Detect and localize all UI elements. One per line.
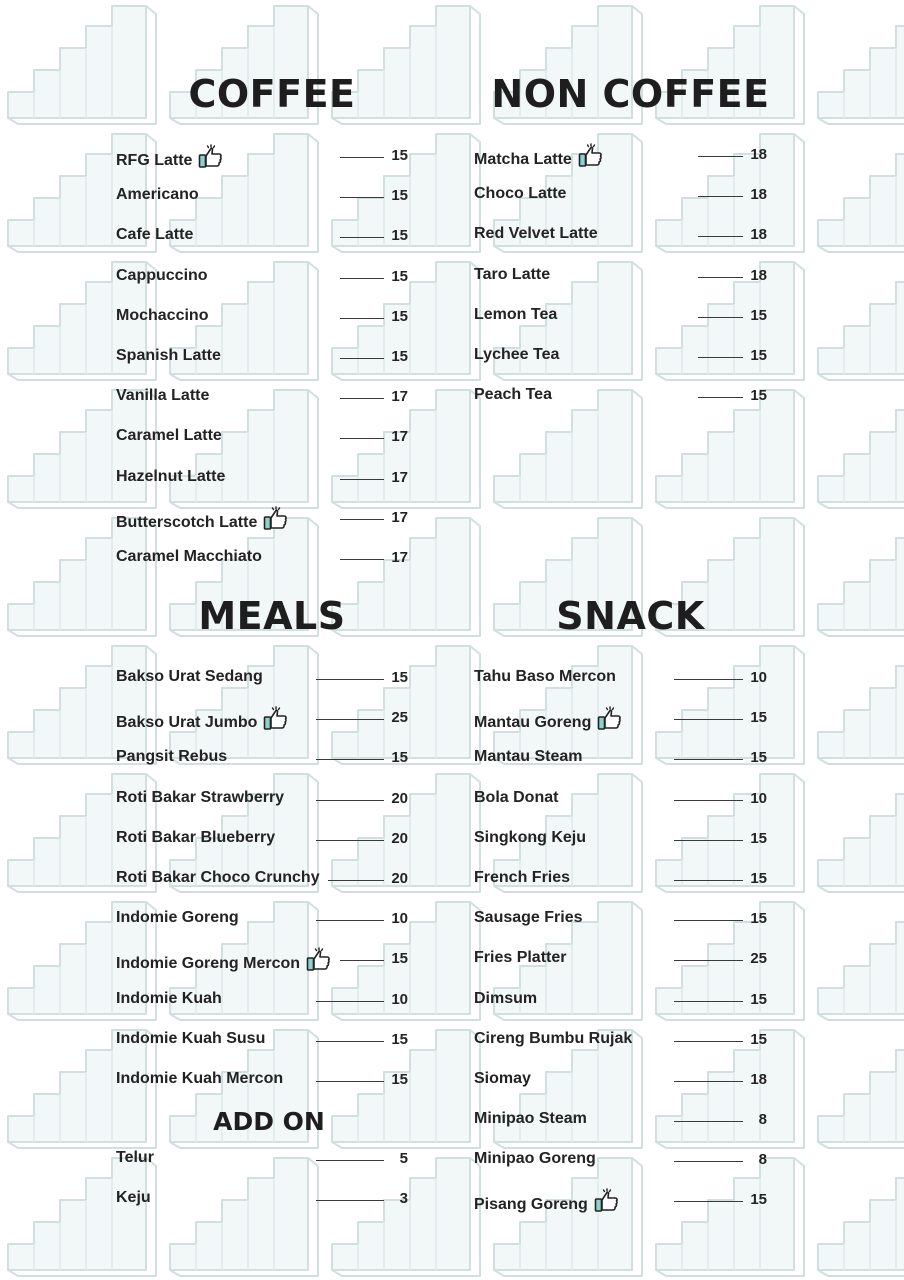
menu-item-price: 15 [391,1030,408,1048]
menu-item-indomie-kuah [116,988,408,1028]
menu-item-price: 10 [391,910,408,928]
menu-item-name: Indomie Goreng [116,909,239,927]
price-leader-line [316,719,384,720]
menu-item-name: Dimsum [474,989,538,1007]
section-title-coffee: COFFEE [188,72,356,116]
menu-item-taro-latte [474,264,767,304]
menu-item-cappuccino [116,265,408,305]
price-leader-line [698,236,743,237]
price-leader-line [674,1161,743,1162]
price-leader-line [674,800,743,801]
price-leader-line [698,397,743,398]
menu-item-fries-platter [474,947,767,987]
menu-item-name: Cappuccino [116,266,208,284]
menu-item-name: RFG Latte [116,144,224,172]
menu-item-name: Pangsit Rebus [116,748,228,766]
price-leader-line [316,1041,384,1042]
menu-item-pangsit-rebus [116,746,408,786]
menu-item-price: 3 [399,1190,408,1208]
price-leader-line [340,960,384,961]
price-leader-line [674,759,743,760]
menu-item-name: Indomie Kuah [116,989,222,1007]
price-leader-line [340,278,384,279]
menu-item-price: 15 [391,227,408,245]
price-leader-line [674,920,743,921]
menu-item-price: 18 [750,186,767,204]
thumbs-up-icon [306,947,332,972]
price-leader-line [674,1081,743,1082]
menu-item-indomie-goreng-mercon [116,947,408,987]
thumbs-up-icon [198,144,224,169]
menu-item-name: Minipao Goreng [474,1150,596,1168]
menu-item-name: Tahu Baso Mercon [474,668,616,685]
menu-item-bola-donat [474,787,767,827]
price-leader-line [698,277,743,278]
menu-item-price: 17 [391,428,408,446]
menu-item-bakso-urat-jumbo [116,706,408,746]
menu-item-name: Choco Latte [474,185,567,203]
thumbs-up-icon [263,706,289,731]
price-leader-line [316,920,384,921]
menu-item-price: 15 [750,749,767,767]
menu-item-matcha-latte [474,143,767,183]
menu-item-price: 17 [391,468,408,486]
price-leader-line [674,1041,743,1042]
menu-item-name: French Fries [474,868,571,886]
coffee-section [116,72,408,572]
price-leader-line [698,156,743,157]
price-leader-line [674,1121,743,1122]
menu-item-price: 15 [391,1070,408,1088]
menu-item-name: Bola Donat [474,788,559,806]
menu-item-mantau-steam [474,746,767,786]
price-leader-line [698,317,743,318]
menu-item-cireng-bumbu-rujak [474,1028,767,1068]
menu-item-price: 5 [399,1150,408,1167]
menu-item-lychee-tea [474,344,767,384]
menu-item-siomay [474,1068,767,1108]
menu-item-telur [116,1147,408,1187]
menu-item-name: Mantau Goreng [474,706,623,734]
meals-section [116,594,408,1214]
menu-item-name: Cafe Latte [116,226,194,244]
meals-item-list [116,666,408,1108]
price-leader-line [316,1200,384,1201]
menu-item-price: 15 [391,187,408,205]
price-leader-line [316,1160,384,1161]
price-leader-line [340,559,384,560]
menu-item-name: Peach Tea [474,386,552,404]
price-leader-line [674,880,743,881]
price-leader-line [698,357,743,358]
menu-item-lemon-tea [474,304,767,344]
menu-item-price: 17 [391,548,408,566]
menu-item-roti-bakar-blueberry [116,827,408,867]
menu-item-name: Keju [116,1189,151,1207]
price-leader-line [340,479,384,480]
price-leader-line [340,197,384,198]
menu-item-price: 25 [391,709,408,727]
price-leader-line [340,358,384,359]
menu-item-minipao-steam [474,1108,767,1148]
menu-item-name: Cireng Bumbu Rujak [474,1029,633,1047]
menu-item-price: 10 [750,789,767,807]
menu-item-price: 20 [391,869,408,887]
menu-item-name: Singkong Keju [474,828,586,846]
price-leader-line [698,196,743,197]
section-title-meals: MEALS [198,594,346,638]
menu-item-pisang-goreng [474,1188,767,1228]
menu-item-name: Roti Bakar Choco Crunchy [116,868,320,886]
menu-item-indomie-kuah-susu [116,1028,408,1068]
menu-item-tahu-baso-mercon [474,666,767,706]
thumbs-up-icon [263,506,289,531]
menu-item-name: Lemon Tea [474,305,558,323]
menu-item-americano [116,184,408,224]
menu-item-bakso-urat-sedang [116,666,408,706]
menu-item-price: 15 [391,749,408,767]
snack-section [474,594,767,1214]
menu-item-minipao-goreng [474,1148,767,1188]
menu-item-sausage-fries [474,907,767,947]
menu-item-price: 15 [750,306,767,324]
menu-item-price: 15 [750,990,767,1008]
thumbs-up-icon [594,1188,620,1213]
menu-item-name: Sausage Fries [474,909,583,927]
menu-item-name: Indomie Goreng Mercon [116,947,332,975]
price-leader-line [674,840,743,841]
menu-item-price: 18 [750,146,767,163]
menu-item-name: Spanish Latte [116,346,221,364]
menu-item-french-fries [474,867,767,907]
menu-item-price: 18 [750,226,767,244]
menu-item-price: 17 [391,508,408,526]
section-title-non-coffee: NON COFFEE [491,72,770,116]
non-coffee-item-list [474,143,767,424]
menu-item-indomie-kuah-mercon [116,1068,408,1108]
price-leader-line [340,157,384,158]
menu-item-price: 15 [391,307,408,325]
menu-item-butterscotch-latte [116,506,408,546]
price-leader-line [316,679,384,680]
section-title-snack: SNACK [556,594,705,638]
menu-item-price: 15 [391,267,408,285]
menu-item-rfg-latte [116,144,408,184]
menu-item-caramel-latte [116,425,408,465]
menu-item-name: Pisang Goreng [474,1188,620,1216]
menu-item-name: Siomay [474,1069,531,1087]
menu-item-name: Mantau Steam [474,748,583,766]
menu-item-price: 10 [750,669,767,686]
price-leader-line [674,1201,743,1202]
price-leader-line [674,960,743,961]
coffee-item-list [116,144,408,586]
menu-item-indomie-goreng [116,907,408,947]
thumbs-up-icon [578,143,604,168]
price-leader-line [340,519,384,520]
menu-item-vanilla-latte [116,385,408,425]
menu-item-name: Fries Platter [474,949,567,967]
menu-item-name: Roti Bakar Blueberry [116,828,276,846]
menu-item-price: 15 [750,869,767,887]
menu-item-red-velvet-latte [474,223,767,263]
price-leader-line [340,398,384,399]
menu-item-price: 15 [750,1030,767,1048]
menu-item-name: Lychee Tea [474,345,560,363]
price-leader-line [340,237,384,238]
menu-item-hazelnut-latte [116,466,408,506]
section-title-add-on: ADD ON [213,1107,325,1136]
menu-item-singkong-keju [474,827,767,867]
menu-item-name: Taro Latte [474,265,551,283]
menu-item-price: 15 [391,950,408,968]
price-leader-line [340,318,384,319]
menu-item-price: 15 [750,829,767,847]
menu-item-price: 17 [391,388,408,406]
menu-item-name: Matcha Latte [474,143,604,171]
menu-item-name: Roti Bakar Strawberry [116,788,285,806]
menu-item-spanish-latte [116,345,408,385]
menu-item-name: Americano [116,186,199,204]
price-leader-line [328,880,384,881]
menu-item-roti-bakar-choco-crunchy [116,867,408,907]
price-leader-line [316,840,384,841]
menu-item-cafe-latte [116,224,408,264]
menu-item-price: 15 [391,669,408,686]
price-leader-line [340,438,384,439]
menu-item-name: Hazelnut Latte [116,467,226,485]
non-coffee-section [474,72,770,432]
menu-item-price: 8 [758,1151,767,1169]
menu-item-name: Telur [116,1149,154,1166]
price-leader-line [316,800,384,801]
price-leader-line [316,1081,384,1082]
menu-item-price: 15 [391,347,408,365]
menu-item-mantau-goreng [474,706,767,746]
price-leader-line [674,679,743,680]
price-leader-line [674,1001,743,1002]
menu-item-name: Butterscotch Latte [116,506,289,534]
menu-item-price: 25 [750,950,767,968]
menu-item-caramel-macchiato [116,546,408,586]
snack-item-list [474,666,767,1229]
menu-item-name: Bakso Urat Jumbo [116,706,289,734]
menu-item-price: 15 [391,147,408,164]
menu-item-price: 20 [391,829,408,847]
price-leader-line [316,759,384,760]
menu-item-price: 15 [750,910,767,928]
menu-item-name: Red Velvet Latte [474,225,598,243]
menu-item-mochaccino [116,305,408,345]
menu-item-dimsum [474,988,767,1028]
menu-item-roti-bakar-strawberry [116,787,408,827]
menu-item-price: 8 [758,1111,767,1129]
menu-item-peach-tea [474,384,767,424]
menu-item-keju [116,1187,408,1227]
menu-item-price: 15 [750,346,767,364]
menu-item-choco-latte [474,183,767,223]
menu-item-name: Indomie Kuah Susu [116,1029,266,1047]
price-leader-line [316,1001,384,1002]
menu-item-name: Indomie Kuah Mercon [116,1069,284,1087]
menu-item-price: 15 [750,709,767,727]
menu-item-price: 10 [391,990,408,1008]
menu-item-price: 15 [750,387,767,405]
menu-item-price: 18 [750,1070,767,1088]
price-leader-line [674,719,743,720]
menu-item-name: Mochaccino [116,306,209,324]
menu-item-price: 18 [750,266,767,284]
thumbs-up-icon [597,706,623,731]
menu-item-name: Bakso Urat Sedang [116,668,263,685]
menu-item-name: Minipao Steam [474,1110,587,1128]
menu-item-name: Vanilla Latte [116,387,210,405]
menu-item-name: Caramel Latte [116,427,222,445]
menu-item-price: 15 [750,1191,767,1209]
add-on-item-list [116,1147,408,1227]
menu-item-price: 20 [391,789,408,807]
menu-item-name: Caramel Macchiato [116,547,262,565]
